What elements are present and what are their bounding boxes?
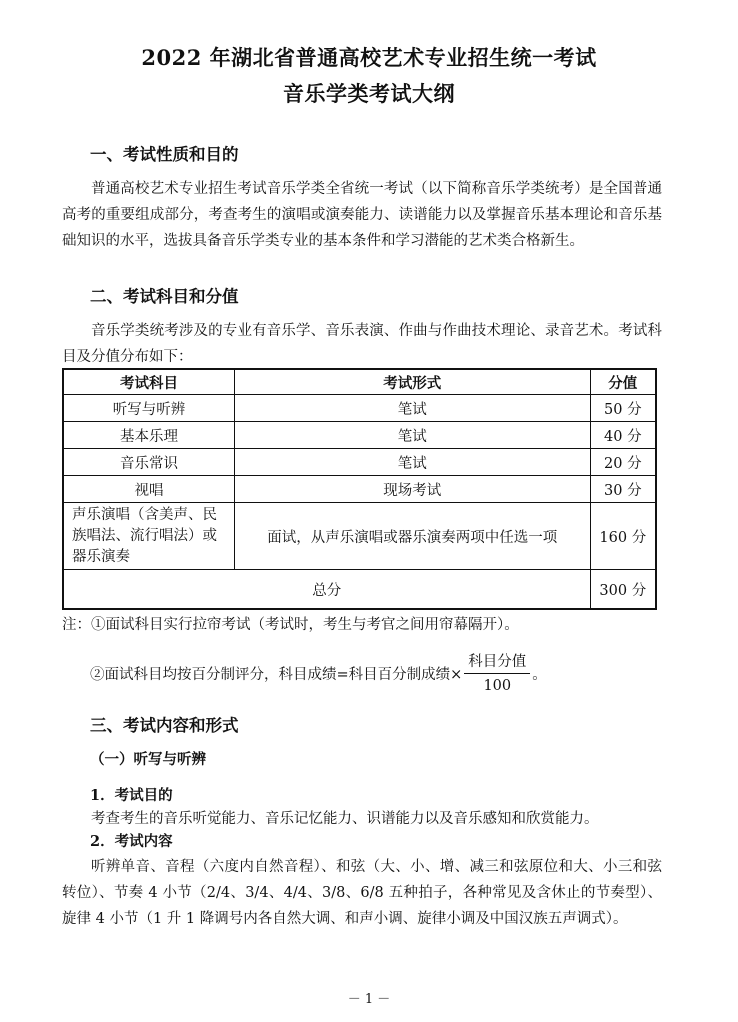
table-cell-score: 30 分 xyxy=(590,476,656,503)
table-row xyxy=(63,395,656,422)
table-cell-format: 笔试 xyxy=(234,422,590,449)
table-cell-score: 50 分 xyxy=(590,395,656,422)
table-cell-format: 现场考试 xyxy=(234,476,590,503)
item1-text: 考查考生的音乐听觉能力、音乐记忆能力、识谱能力以及音乐感知和欣赏能力。 xyxy=(91,811,599,827)
item2-heading: 2．考试内容 xyxy=(90,833,173,850)
table-total-value: 300 分 xyxy=(590,570,656,610)
table-cell-subject: 视唱 xyxy=(63,476,234,503)
item1-heading: 1．考试目的 xyxy=(90,787,173,804)
table-total-row xyxy=(63,570,656,610)
table-header-row xyxy=(63,369,656,395)
table-cell-subject: 基本乐理 xyxy=(63,422,234,449)
table-header-cell: 考试科目 xyxy=(63,369,234,395)
formula-suffix: 。 xyxy=(532,666,547,683)
table-row xyxy=(63,449,656,476)
table-total-label: 总分 xyxy=(63,570,590,610)
document-title-line1: 2022 年湖北省普通高校艺术专业招生统一考试 xyxy=(141,45,597,70)
score-formula xyxy=(90,652,547,697)
table-cell-format: 面试，从声乐演唱或器乐演奏两项中任选一项 xyxy=(234,503,590,570)
table-row xyxy=(63,422,656,449)
item2-text: 听辨单音、音程（六度内自然音程）、和弦（大、小、增、减三和弦原位和大、小三和弦转位）、节奏 4 小节（2/4、3/4、4/4、3/8、6/8 五种拍子，各种常见及含休止的节奏型）、旋律 4 小节（1 升 1 降调号内各自然大调、和声小调、旋律小调及中国汉族五声调式）。 xyxy=(62,859,662,927)
fraction-numerator: 科目分值 xyxy=(464,652,530,674)
section1-paragraph: 普通高校艺术专业招生考试音乐学类全省统一考试（以下简称音乐学类统考）是全国普通高考的重要组成部分，考查考生的演唱或演奏能力、读谱能力以及掌握音乐基本理论和音乐基础知识的水平，选拔具备音乐学类专业的基本条件和学习潜能的艺术类合格新生。 xyxy=(62,181,662,249)
table-header-cell: 分值 xyxy=(590,369,656,395)
document-title-line2: 音乐学类考试大纲 xyxy=(283,81,455,106)
section2-paragraph: 音乐学类统考涉及的专业有音乐学、音乐表演、作曲与作曲技术理论、录音艺术。考试科目及分值分布如下： xyxy=(62,323,662,365)
table-cell-score: 160 分 xyxy=(590,503,656,570)
formula-prefix: ②面试科目均按百分制评分，科目成绩=科目百分制成绩× xyxy=(90,666,463,683)
subsection-heading-listening: （一）听写与听辨 xyxy=(90,751,206,768)
section1-heading: 一、考试性质和目的 xyxy=(90,145,239,164)
section2-heading: 二、考试科目和分值 xyxy=(90,287,239,306)
table-row xyxy=(63,503,656,570)
table-row xyxy=(63,476,656,503)
table-cell-subject: 听写与听辨 xyxy=(63,395,234,422)
scores-table xyxy=(62,368,657,610)
section3-heading: 三、考试内容和形式 xyxy=(90,716,239,735)
table-note-1: 注：①面试科目实行拉帘考试（考试时，考生与考官之间用帘幕隔开）。 xyxy=(62,617,519,633)
table-cell-format: 笔试 xyxy=(234,395,590,422)
table-cell-subject: 音乐常识 xyxy=(63,449,234,476)
table-header-cell: 考试形式 xyxy=(234,369,590,395)
table-cell-score: 40 分 xyxy=(590,422,656,449)
table-cell-subject: 声乐演唱（含美声、民族唱法、流行唱法）或器乐演奏 xyxy=(63,503,234,570)
page-number: － 1 － xyxy=(347,992,391,1007)
table-cell-score: 20 分 xyxy=(590,449,656,476)
table-cell-format: 笔试 xyxy=(234,449,590,476)
fraction-denominator: 100 xyxy=(483,678,512,694)
formula-fraction xyxy=(464,652,530,697)
